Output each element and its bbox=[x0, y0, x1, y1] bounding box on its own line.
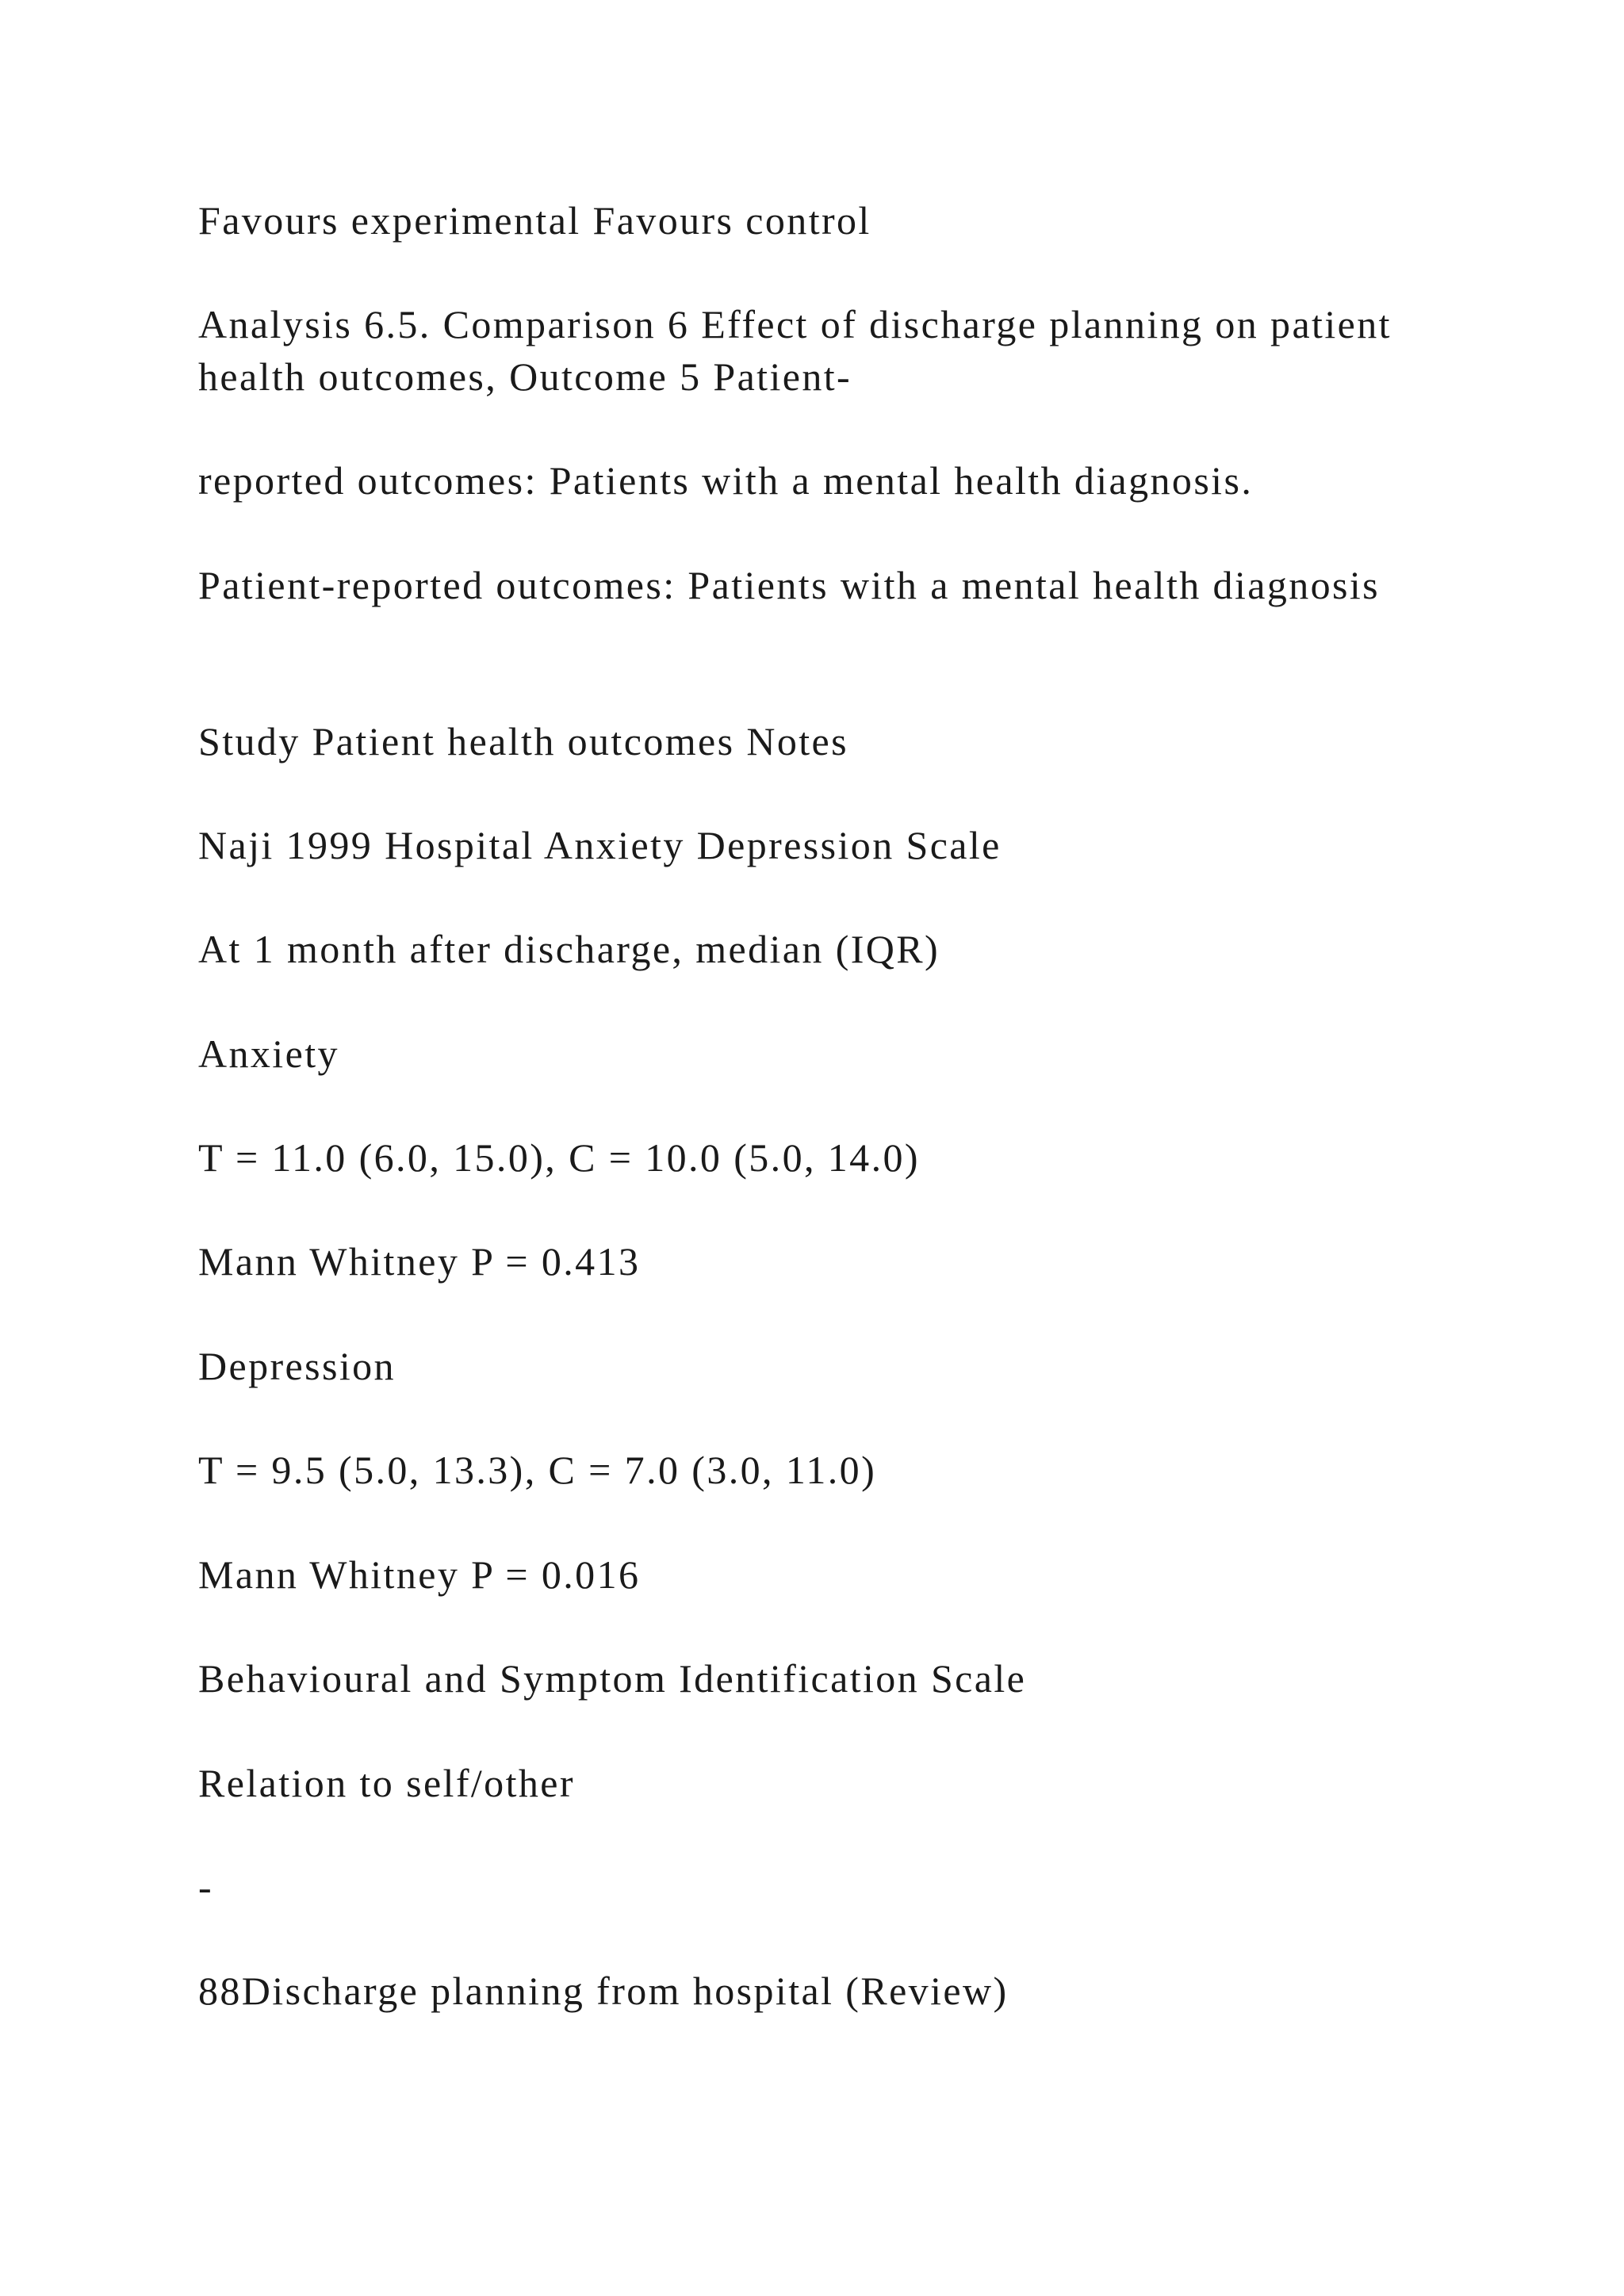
page-footer: 88Discharge planning from hospital (Review) bbox=[198, 1969, 1009, 2013]
scale-name: Behavioural and Symptom Identification Scale bbox=[198, 1656, 1027, 1701]
timepoint-text: At 1 month after discharge, median (IQR) bbox=[198, 927, 940, 971]
analysis-heading-continuation: reported outcomes: Patients with a mental health diagnosis. bbox=[198, 458, 1254, 503]
table-column-headers: Study Patient health outcomes Notes bbox=[198, 719, 849, 763]
table-title: Patient-reported outcomes: Patients with a mental health diagnosis bbox=[198, 563, 1381, 607]
depression-values: T = 9.5 (5.0, 13.3), C = 7.0 (3.0, 11.0) bbox=[198, 1448, 877, 1492]
study-row-label: Naji 1999 Hospital Anxiety Depression Scale bbox=[198, 823, 1002, 867]
analysis-heading: Analysis 6.5. Comparison 6 Effect of discharge planning on patient health outcomes, Outcome 5 Patient- bbox=[198, 302, 1392, 399]
legend-favours-text: Favours experimental Favours control bbox=[198, 198, 871, 243]
depression-label: Depression bbox=[198, 1344, 396, 1388]
anxiety-values: T = 11.0 (6.0, 15.0), C = 10.0 (5.0, 14.0) bbox=[198, 1135, 920, 1180]
dash-marker: - bbox=[198, 1865, 214, 1909]
subscale-label: Relation to self/other bbox=[198, 1761, 575, 1805]
anxiety-label: Anxiety bbox=[198, 1031, 339, 1076]
depression-p-value: Mann Whitney P = 0.016 bbox=[198, 1552, 641, 1597]
anxiety-p-value: Mann Whitney P = 0.413 bbox=[198, 1239, 641, 1284]
